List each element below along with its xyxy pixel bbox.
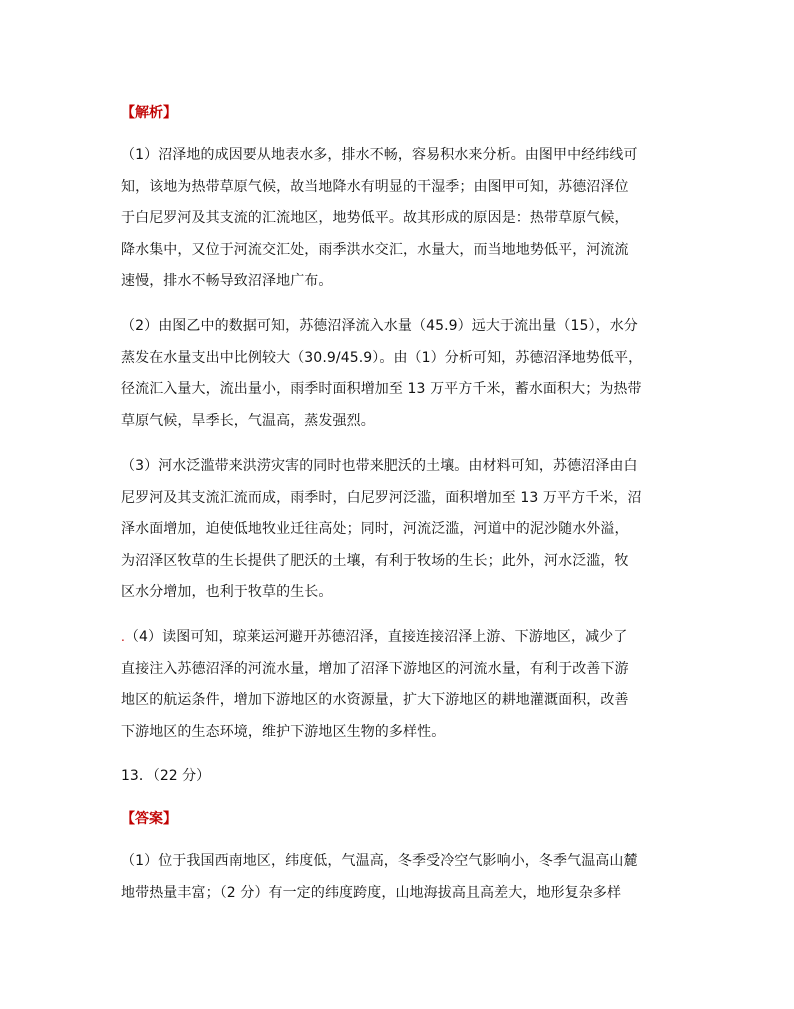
paragraph-line: 速慢，排水不畅导致沼泽地广布。 [121, 273, 333, 289]
paragraph-line: 地区的航运条件，增加下游地区的水资源量，扩大下游地区的耕地灌溉面积，改善 [121, 692, 629, 708]
paragraph-line: 下游地区的生态环境，维护下游地区生物的多样性。 [121, 723, 446, 740]
paragraph-line: 区水分增加，也利于牧草的生长。 [121, 584, 333, 600]
paragraph-line: （1）沼泽地的成因要从地表水多，排水不畅，容易积水来分析。由图甲中经纬线可 [121, 147, 638, 163]
paragraph-line: （1）位于我国西南地区，纬度低，气温高，冬季受冷空气影响小，冬季气温高山麓 [121, 853, 638, 869]
paragraph-line: 直接注入苏德沼泽的河流水量，增加了沼泽下游地区的河流水量，有利于改善下游 [121, 660, 629, 677]
paragraph-line: 泽水面增加，迫使低地牧业迁往高处；同时，河流泛滥，河道中的泥沙随水外溢， [121, 521, 629, 537]
analysis-heading: 【解析】 [121, 105, 177, 121]
paragraph-line: 径流汇入量大，流出量小，雨季时面积增加至 13 万平方千米，蓄水面积大；为热带 [121, 381, 642, 397]
paragraph-line: （3）河水泛滥带来洪涝灾害的同时也带来肥沃的土壤。由材料可知，苏德沼泽由白 [121, 458, 638, 474]
analysis-paragraph-3 [121, 451, 681, 609]
paragraph-line: 为沼泽区牧草的生长提供了肥沃的土壤，有利于牧场的生长；此外，河水泛滥，牧 [121, 552, 629, 569]
paragraph-line: 草原气候，旱季长，气温高，蒸发强烈。 [121, 412, 375, 429]
paragraph-line: 知，该地为热带草原气候，故当地降水有明显的干湿季；由图甲可知，苏德沼泽位 [121, 178, 629, 195]
analysis-paragraph-1 [121, 140, 681, 298]
paragraph-line: 地带热量丰富；（2 分）有一定的纬度跨度，山地海拔高且高差大，地形复杂多样 [121, 884, 622, 901]
paragraph-line: （2）由图乙中的数据可知，苏德沼泽流入水量（45.9）远大于流出量（15），水分 [121, 318, 638, 334]
paragraph-line: 降水集中，又位于河流交汇处，雨季洪水交汇，水量大，而当地地势低平，河流流 [121, 241, 629, 258]
paragraph-line: 尼罗河及其支流汇流而成，雨季时，白尼罗河泛滥，面积增加至 13 万平方千米，沼 [121, 489, 642, 506]
paragraph-marker: . [121, 630, 125, 644]
answer-heading: 【答案】 [121, 811, 177, 827]
answer-paragraph-1 [121, 846, 681, 909]
paragraph-line-text: （4）读图可知，琼莱运河避开苏德沼泽，直接连接沼泽上游、下游地区，减少了 [124, 629, 628, 645]
question-number: 13．（22 分） [121, 768, 211, 784]
paragraph-line: 蒸发在水量支出中比例较大（30.9/45.9）。由（1）分析可知，苏德沼泽地势低平， [121, 349, 643, 366]
analysis-paragraph-2 [121, 311, 681, 437]
analysis-paragraph-4 [121, 622, 681, 748]
paragraph-line-first [121, 622, 681, 654]
paragraph-line: 于白尼罗河及其支流的汇流地区，地势低平。故其形成的原因是：热带草原气候， [121, 210, 629, 226]
